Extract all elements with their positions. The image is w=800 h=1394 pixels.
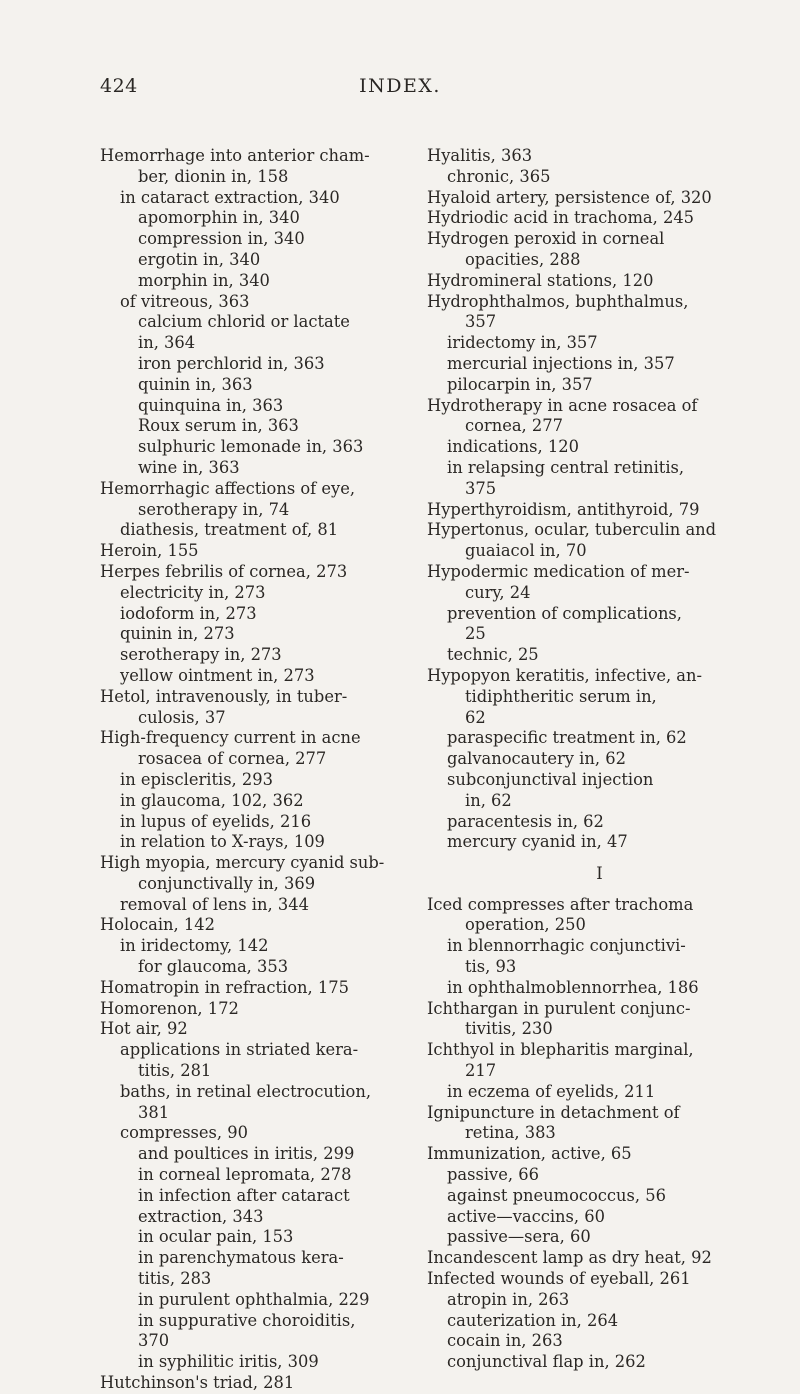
index-subentry: against pneumococcus, 56 xyxy=(447,1185,666,1205)
index-subentry: electricity in, 273 xyxy=(120,582,266,602)
index-entry: Hetol, intravenously, in tuber- xyxy=(100,686,348,706)
index-column-right xyxy=(427,146,772,1373)
index-subentry: technic, 25 xyxy=(447,645,539,665)
index-subentry: apomorphin in, 340 xyxy=(138,208,300,228)
index-entry: Ignipuncture in detachment of xyxy=(427,1102,680,1122)
index-subentry: 25 xyxy=(465,624,486,644)
index-subentry: conjunctival flap in, 262 xyxy=(447,1352,646,1372)
index-column-left xyxy=(100,146,445,1394)
index-entry: Infected wounds of eyeball, 261 xyxy=(427,1269,691,1289)
index-subentry: iron perchlorid in, 363 xyxy=(138,353,325,373)
index-subentry: quinquina in, 363 xyxy=(138,395,284,415)
index-subentry: tivitis, 230 xyxy=(465,1019,553,1039)
index-entry: Hemorrhagic affections of eye, xyxy=(100,478,355,498)
index-entry: Homorenon, 172 xyxy=(100,998,239,1018)
index-subentry: applications in striated kera- xyxy=(120,1040,359,1060)
index-subentry: 370 xyxy=(138,1331,170,1351)
index-entry: Hypodermic medication of mer- xyxy=(427,561,690,581)
index-entry: Hutchinson's triad, 281 xyxy=(100,1373,295,1393)
index-subentry: in glaucoma, 102, 362 xyxy=(120,790,304,810)
index-subentry: quinin in, 363 xyxy=(138,374,253,394)
index-entry: Heroin, 155 xyxy=(100,541,199,561)
index-entry: Homatropin in refraction, 175 xyxy=(100,977,349,997)
index-subentry: passive, 66 xyxy=(447,1165,539,1185)
index-entry: Hydromineral stations, 120 xyxy=(427,270,654,290)
index-subentry: quinin in, 273 xyxy=(120,624,235,644)
index-subentry: retina, 383 xyxy=(465,1123,556,1143)
index-subentry: for glaucoma, 353 xyxy=(138,957,289,977)
index-subentry: passive—sera, 60 xyxy=(447,1227,591,1247)
index-subentry: compression in, 340 xyxy=(138,229,305,249)
index-subentry: in relation to X-rays, 109 xyxy=(120,832,325,852)
index-subentry: yellow ointment in, 273 xyxy=(120,665,315,685)
index-subentry: in corneal lepromata, 278 xyxy=(138,1165,352,1185)
index-subentry: conjunctivally in, 369 xyxy=(138,873,316,893)
index-subentry: cornea, 277 xyxy=(465,416,563,436)
index-subentry: in suppurative choroiditis, xyxy=(138,1310,356,1330)
page-number: 424 xyxy=(100,75,138,97)
index-subentry: sulphuric lemonade in, 363 xyxy=(138,437,364,457)
index-entry: Hydrogen peroxid in corneal xyxy=(427,229,665,249)
index-subentry: of vitreous, 363 xyxy=(120,291,250,311)
index-subentry: serotherapy in, 273 xyxy=(120,645,282,665)
index-subentry: iridectomy in, 357 xyxy=(447,333,598,353)
index-subentry: prevention of complications, xyxy=(447,603,682,623)
index-subentry: 217 xyxy=(465,1061,497,1081)
index-subentry: in, 62 xyxy=(465,790,512,810)
index-entry: Hyperthyroidism, antithyroid, 79 xyxy=(427,499,700,519)
index-subentry: ergotin in, 340 xyxy=(138,249,261,269)
index-entry: Hydrophthalmos, buphthalmus, xyxy=(427,291,689,311)
index-subentry: in syphilitic iritis, 309 xyxy=(138,1352,319,1372)
index-subentry: cauterization in, 264 xyxy=(447,1310,619,1330)
index-subentry: opacities, 288 xyxy=(465,249,581,269)
index-subentry: tidiphtheritic serum in, xyxy=(465,686,657,706)
index-subentry: cocain in, 263 xyxy=(447,1331,563,1351)
index-subentry: and poultices in iritis, 299 xyxy=(138,1144,355,1164)
index-subentry: mercurial injections in, 357 xyxy=(447,353,675,373)
index-subentry: in ocular pain, 153 xyxy=(138,1227,294,1247)
index-subentry: in parenchymatous kera- xyxy=(138,1248,344,1268)
index-entry: Iced compresses after trachoma xyxy=(427,894,694,914)
index-subentry: 62 xyxy=(465,707,486,727)
index-subentry: paracentesis in, 62 xyxy=(447,811,604,831)
index-entry: Immunization, active, 65 xyxy=(427,1144,632,1164)
section-letter: I xyxy=(596,864,603,884)
index-entry: Incandescent lamp as dry heat, 92 xyxy=(427,1248,712,1268)
index-subentry: rosacea of cornea, 277 xyxy=(138,749,327,769)
index-subentry: ber, dionin in, 158 xyxy=(138,166,289,186)
index-subentry: indications, 120 xyxy=(447,437,579,457)
index-subentry: active—vaccins, 60 xyxy=(447,1206,605,1226)
running-head: INDEX. xyxy=(359,75,441,97)
index-subentry: calcium chlorid or lactate xyxy=(138,312,350,332)
index-subentry: Roux serum in, 363 xyxy=(138,416,299,436)
index-subentry: guaiacol in, 70 xyxy=(465,541,587,561)
index-entry: Hot air, 92 xyxy=(100,1019,188,1039)
index-subentry: in relapsing central retinitis, xyxy=(447,457,685,477)
index-entry: Ichthargan in purulent conjunc- xyxy=(427,998,691,1018)
index-subentry: morphin in, 340 xyxy=(138,270,270,290)
index-subentry: in infection after cataract xyxy=(138,1185,350,1205)
index-subentry: iodoform in, 273 xyxy=(120,603,257,623)
index-subentry: in episcleritis, 293 xyxy=(120,769,273,789)
index-subentry: wine in, 363 xyxy=(138,457,240,477)
index-entry: Hypopyon keratitis, infective, an- xyxy=(427,665,703,685)
index-subentry: culosis, 37 xyxy=(138,707,226,727)
index-subentry: in blennorrhagic conjunctivi- xyxy=(447,936,686,956)
index-subentry: 381 xyxy=(138,1102,170,1122)
index-subentry: tis, 93 xyxy=(465,957,517,977)
index-subentry: cury, 24 xyxy=(465,582,531,602)
index-subentry: titis, 281 xyxy=(138,1061,212,1081)
index-entry: Hyaloid artery, persistence of, 320 xyxy=(427,187,712,207)
index-entry: Hydrotherapy in acne rosacea of xyxy=(427,395,698,415)
index-subentry: 375 xyxy=(465,478,497,498)
index-entry: Herpes febrilis of cornea, 273 xyxy=(100,561,348,581)
index-subentry: 357 xyxy=(465,312,497,332)
index-subentry: in eczema of eyelids, 211 xyxy=(447,1081,656,1101)
page-header xyxy=(0,75,800,115)
index-entry: Holocain, 142 xyxy=(100,915,215,935)
index-subentry: operation, 250 xyxy=(465,915,586,935)
index-subentry: compresses, 90 xyxy=(120,1123,248,1143)
index-subentry: galvanocautery in, 62 xyxy=(447,749,626,769)
index-entry: Hyalitis, 363 xyxy=(427,146,533,165)
index-subentry: pilocarpin in, 357 xyxy=(447,374,593,394)
index-subentry: paraspecific treatment in, 62 xyxy=(447,728,687,748)
index-subentry: in, 364 xyxy=(138,333,196,353)
index-subentry: removal of lens in, 344 xyxy=(120,894,309,914)
index-subentry: subconjunctival injection xyxy=(447,769,654,789)
index-subentry: diathesis, treatment of, 81 xyxy=(120,520,339,540)
index-entry: Hydriodic acid in trachoma, 245 xyxy=(427,208,695,228)
index-entry: High-frequency current in acne xyxy=(100,728,361,748)
index-subentry: in purulent ophthalmia, 229 xyxy=(138,1289,370,1309)
index-entry: High myopia, mercury cyanid sub- xyxy=(100,853,385,873)
index-entry: Ichthyol in blepharitis marginal, xyxy=(427,1040,694,1060)
index-subentry: in iridectomy, 142 xyxy=(120,936,269,956)
index-subentry: in cataract extraction, 340 xyxy=(120,187,340,207)
index-subentry: in lupus of eyelids, 216 xyxy=(120,811,312,831)
index-subentry: mercury cyanid in, 47 xyxy=(447,832,628,852)
index-subentry: baths, in retinal electrocution, xyxy=(120,1081,372,1101)
index-subentry: titis, 283 xyxy=(138,1269,212,1289)
index-entry: Hypertonus, ocular, tuberculin and xyxy=(427,520,717,540)
index-subentry: in ophthalmoblennorrhea, 186 xyxy=(447,977,699,997)
index-subentry: extraction, 343 xyxy=(138,1206,264,1226)
index-subentry: atropin in, 263 xyxy=(447,1289,570,1309)
index-subentry: chronic, 365 xyxy=(447,166,551,186)
index-subentry: serotherapy in, 74 xyxy=(138,499,290,519)
index-entry: Hemorrhage into anterior cham- xyxy=(100,146,370,165)
